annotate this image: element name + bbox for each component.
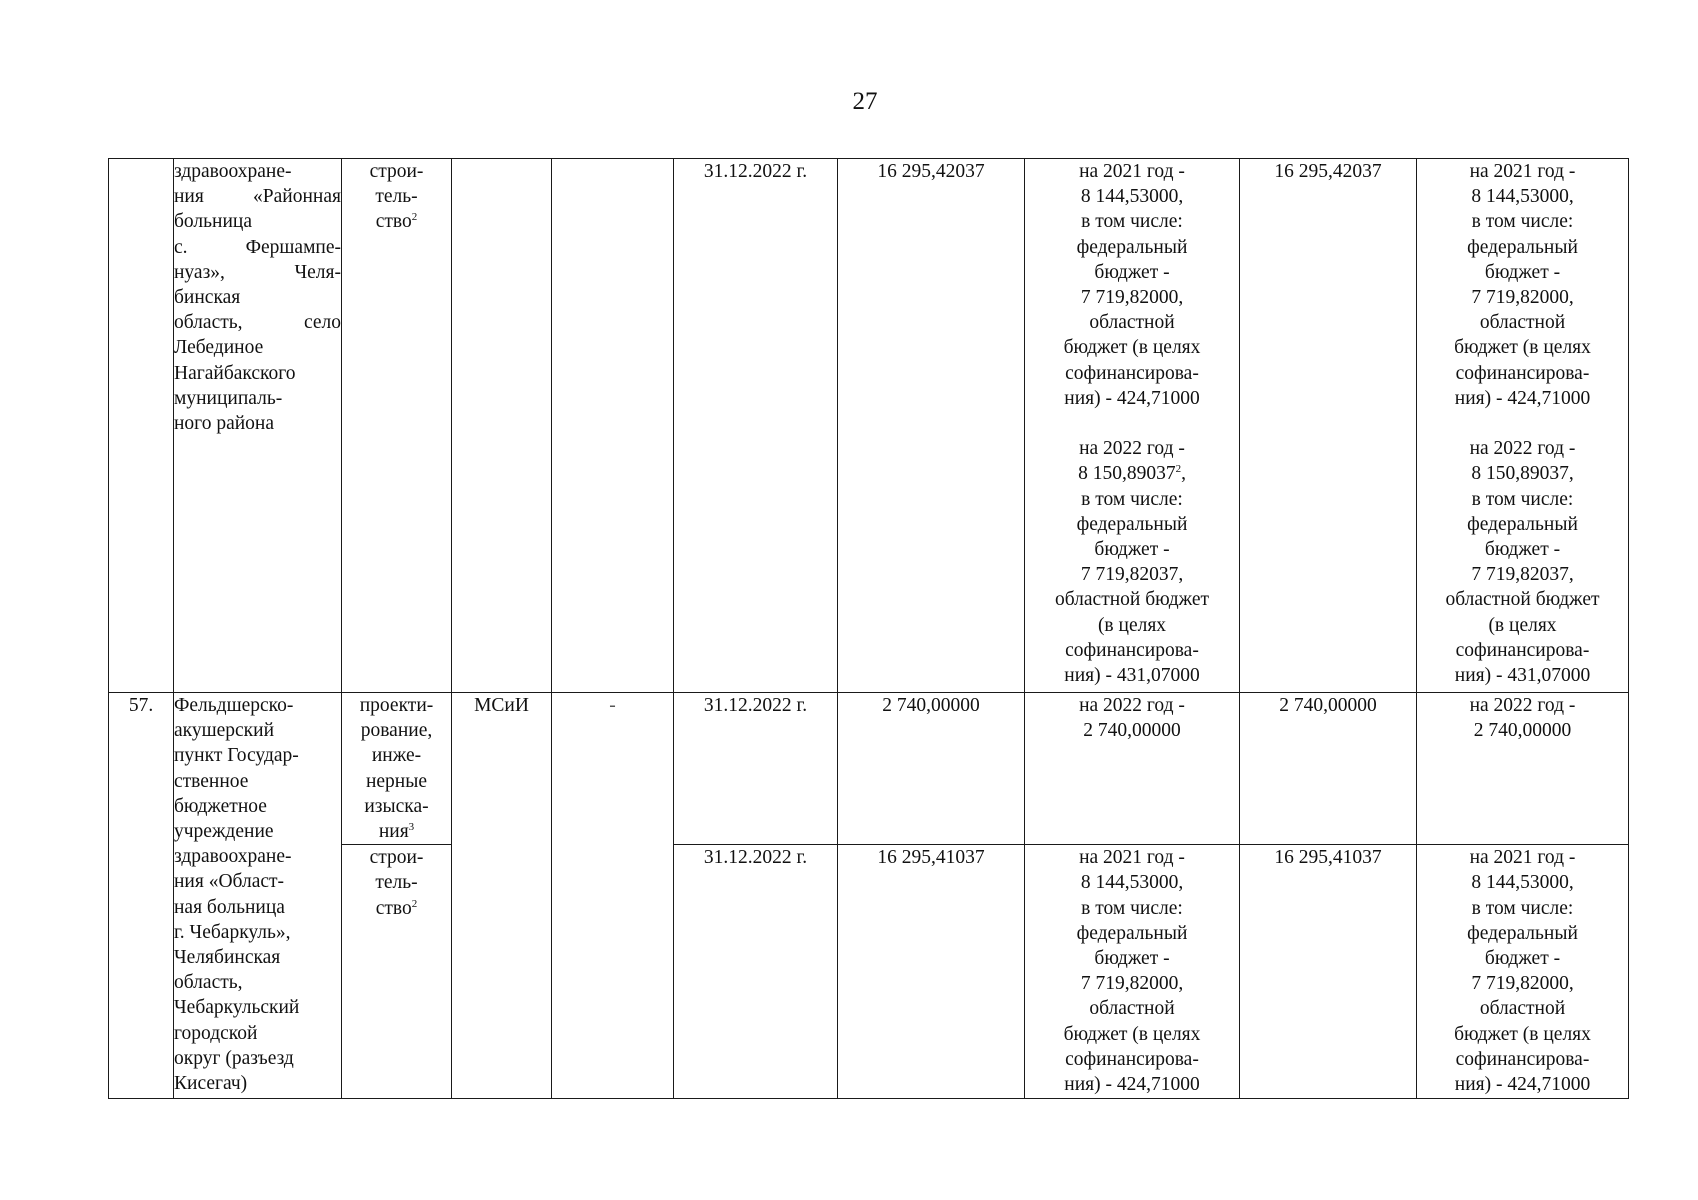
work-type-cell: проекти- рование, инже- нерные изыска- ния$^3$ [342, 693, 452, 845]
row-number-cell [109, 159, 174, 693]
deadline-cell: 31.12.2022 г. [674, 693, 838, 845]
limit-breakdown-cell: на 2022 год - 2 740,00000 [1417, 693, 1629, 845]
table-row [109, 159, 1629, 693]
estimated-cost-cell: 2 740,00000 [838, 693, 1025, 845]
funding-breakdown-cell: на 2021 год - 8 144,53000, в том числе: федеральный бюджет - 7 719,82000, областной бюджет (в целях софинансирова- ния) - 424,71000 [1025, 845, 1240, 1099]
page-number: 27 [852, 88, 878, 115]
developer-cell: - [552, 693, 674, 1099]
footnote-marker: 2 [411, 211, 418, 224]
limit-breakdown-cell: на 2021 год - 8 144,53000, в том числе: федеральный бюджет - 7 719,82000, областной бюджет (в целях софинансирова- ния) - 424,71000 [1417, 845, 1629, 1099]
funding-breakdown-cell: на 2021 год - 8 144,53000, в том числе: федеральный бюджет - 7 719,82000, областной бюджет (в целях софинансирова- ния) - 424,71000 на 2022 год - 8 150,89037$^2$, в том числе: федеральный бюджет - 7 719,82037, областной бюджет (в целях софинансирова- ния) - 431,07000 [1025, 159, 1240, 693]
customer-cell: МСиИ [452, 693, 552, 1099]
investment-objects-table [108, 158, 1629, 1099]
footnote-marker: 2 [1175, 463, 1182, 476]
footnote-marker: 2 [411, 897, 418, 910]
row-number-cell: 57. [109, 693, 174, 1099]
work-type-cell: строи- тель- ство$^2$ [342, 845, 452, 1099]
work-type-cell: строи- тель- ство$^2$ [342, 159, 452, 693]
deadline-cell: 31.12.2022 г. [674, 845, 838, 1099]
table-row [109, 693, 1629, 845]
limit-amount-cell: 16 295,41037 [1240, 845, 1417, 1099]
object-name-cell: здравоохране- ния «Районная больница с. Фершампе- нуаз», Челя- бинская область, село Лебединое Нагайбакского муниципаль- ного района [174, 159, 342, 693]
limit-breakdown-cell: на 2021 год - 8 144,53000, в том числе: федеральный бюджет - 7 719,82000, областной бюджет (в целях софинансирова- ния) - 424,71000 на 2022 год - 8 150,89037, в том числе: федеральный бюджет - 7 719,82037, областной бюджет (в целях софинансирова- ния) - 431,07000 [1417, 159, 1629, 693]
object-name-cell: Фельдшерско- акушерский пункт Государ- ственное бюджетное учреждение здравоохране- ния «Област- ная больница г. Чебаркуль», Челябинская область, Чебаркульский городской округ (разъезд Кисегач) [174, 693, 342, 1099]
estimated-cost-cell: 16 295,42037 [838, 159, 1025, 693]
limit-amount-cell: 2 740,00000 [1240, 693, 1417, 845]
deadline-cell: 31.12.2022 г. [674, 159, 838, 693]
estimated-cost-cell: 16 295,41037 [838, 845, 1025, 1099]
footnote-marker: 3 [408, 821, 415, 834]
developer-cell [552, 159, 674, 693]
limit-amount-cell: 16 295,42037 [1240, 159, 1417, 693]
customer-cell [452, 159, 552, 693]
funding-breakdown-cell: на 2022 год - 2 740,00000 [1025, 693, 1240, 845]
